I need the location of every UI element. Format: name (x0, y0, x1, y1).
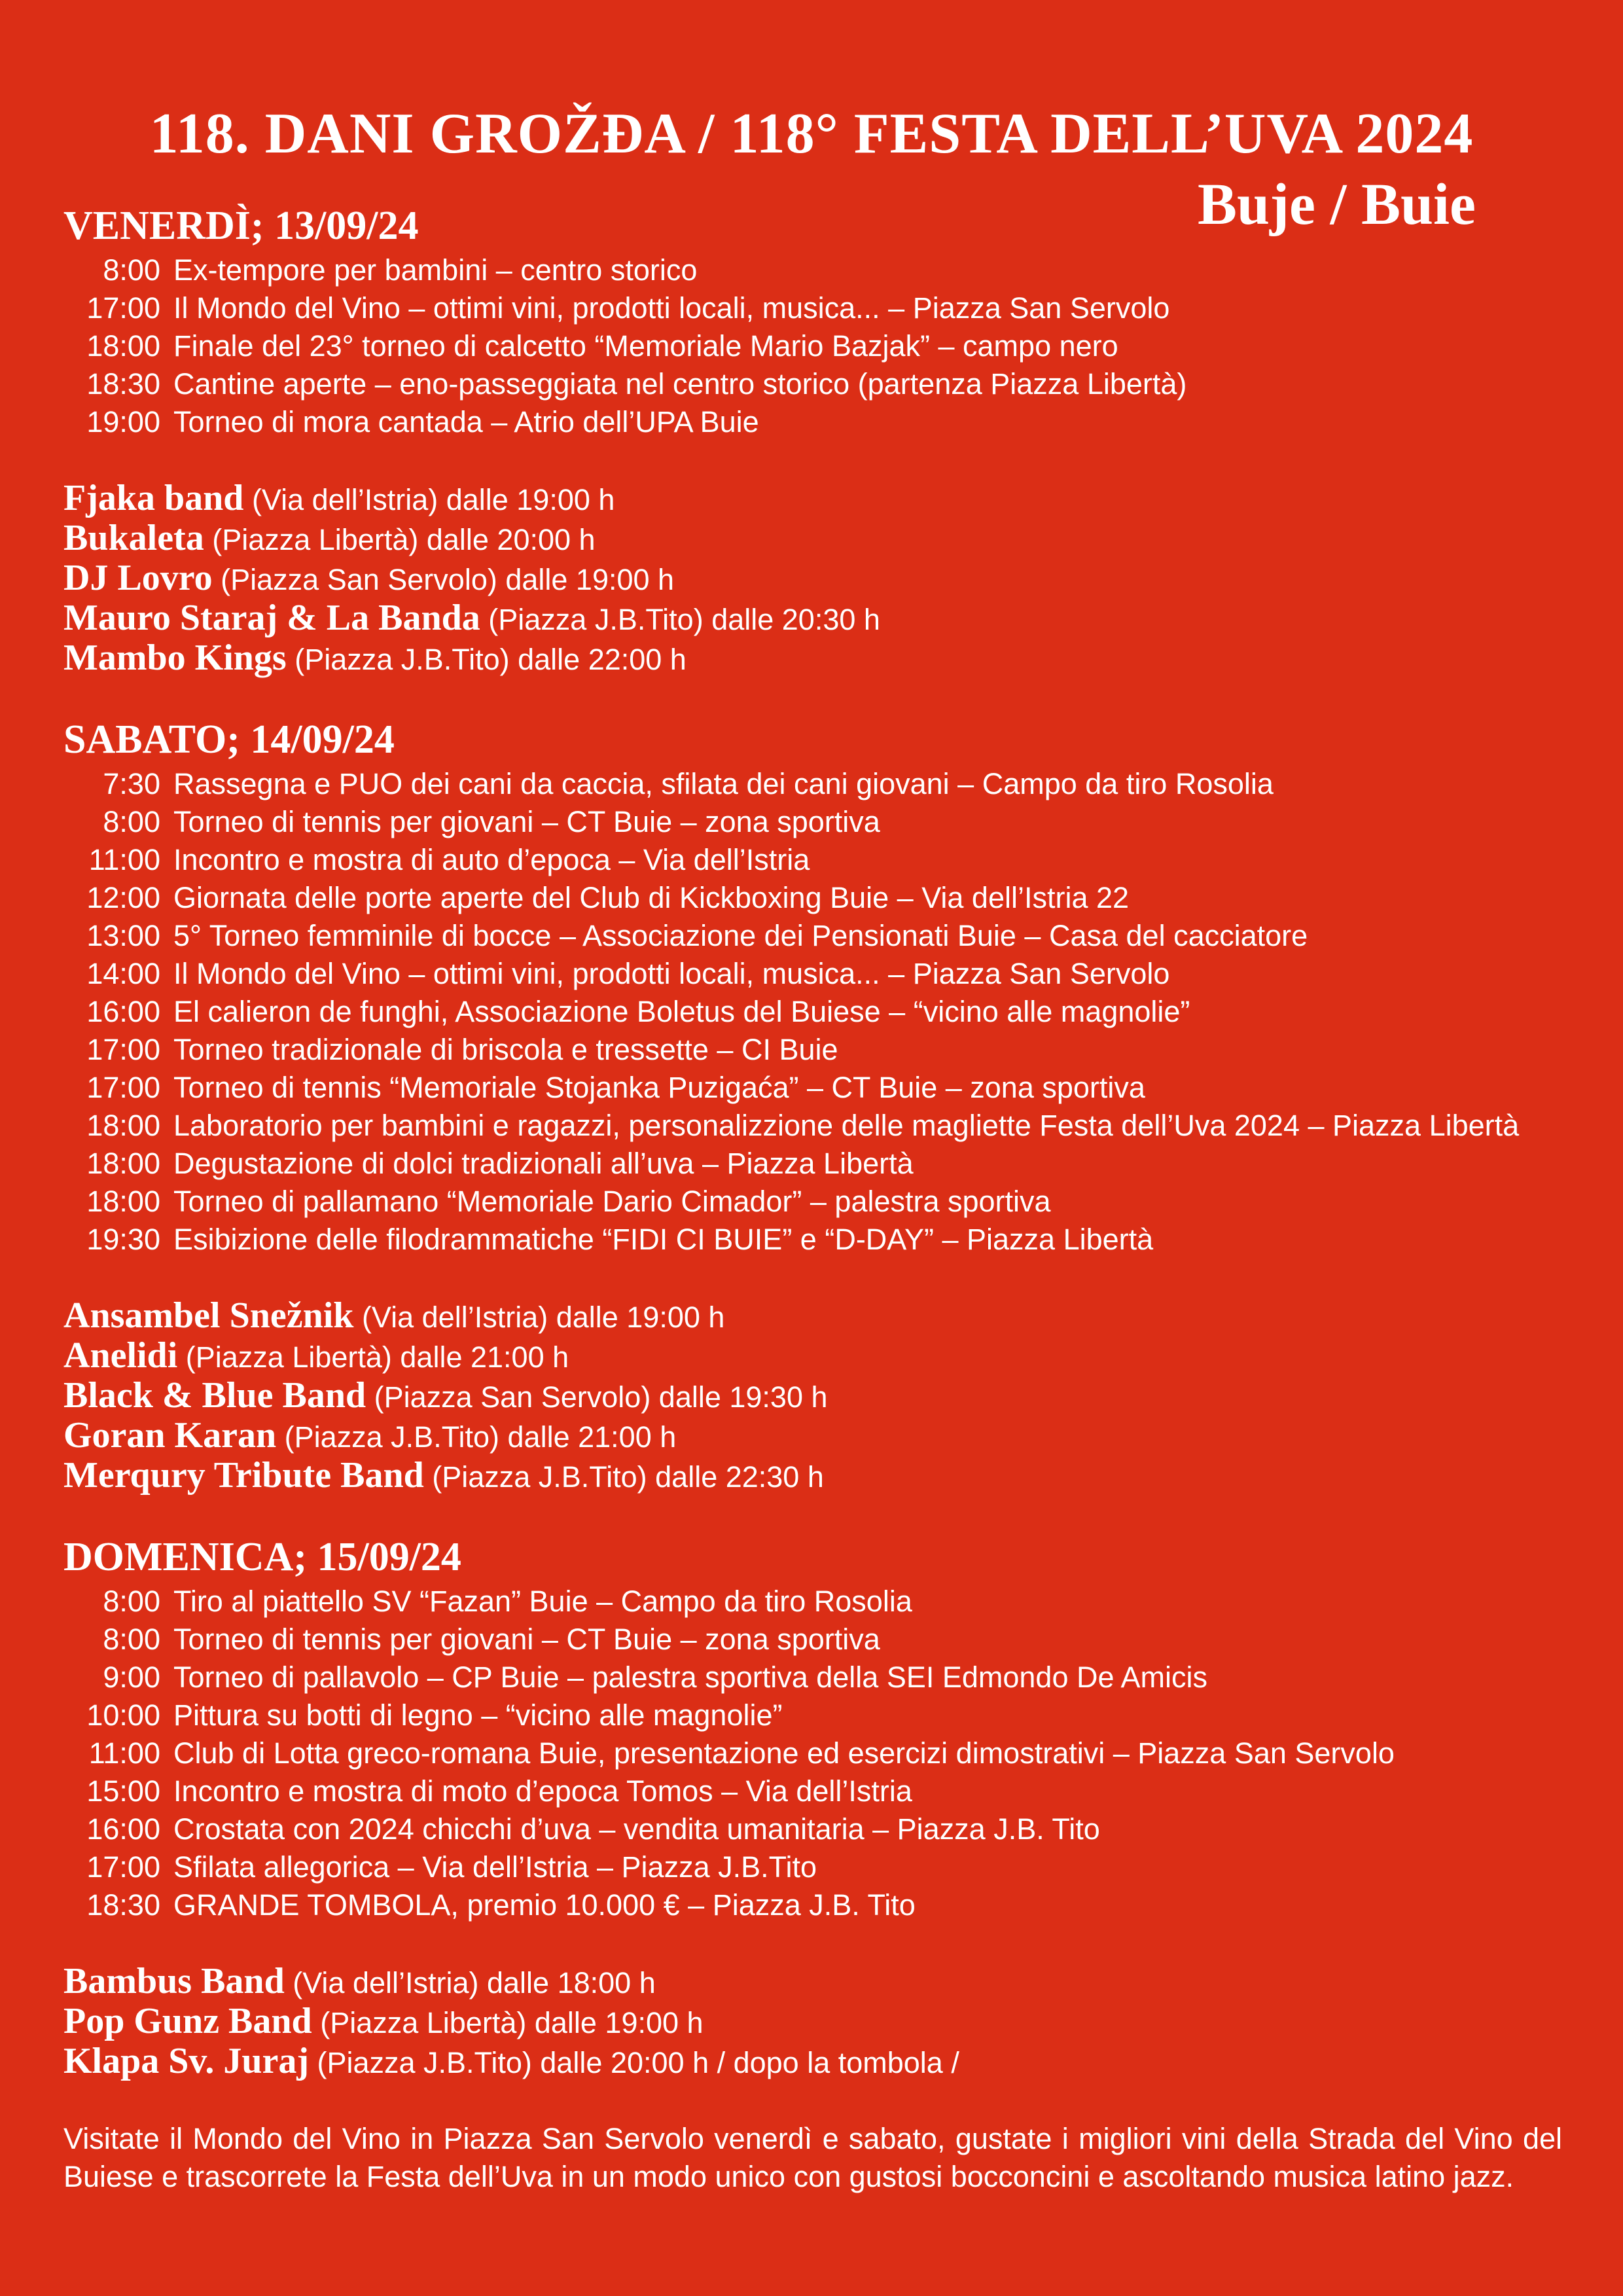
event-row (63, 289, 1569, 327)
event-time: 8:00 (103, 1585, 160, 1618)
event-row (63, 327, 1569, 365)
event-description: Torneo di pallavolo – CP Buie – palestra sportiva della SEI Edmondo De Amicis (173, 1660, 1208, 1694)
band-name: Black & Blue Band (63, 1375, 366, 1416)
band-row (63, 1416, 1569, 1456)
event-description: Incontro e mostra di moto d’epoca Tomos – Via dell’Istria (173, 1774, 912, 1808)
band-name: Mambo Kings (63, 637, 287, 678)
spacer (63, 441, 1569, 479)
event-time: 18:00 (86, 329, 160, 363)
event-description: Torneo di tennis per giovani – CT Buie – zona sportiva (173, 805, 880, 838)
band-row (63, 2042, 1569, 2082)
event-time: 17:00 (86, 1033, 160, 1066)
event-description: Crostata con 2024 chicchi d’uva – vendita umanitaria – Piazza J.B. Tito (173, 1812, 1100, 1846)
event-row (63, 803, 1569, 841)
event-description: Pittura su botti di legno – “vicino alle magnolie” (173, 1698, 783, 1732)
event-time: 11:00 (88, 843, 160, 876)
event-row (63, 1069, 1569, 1107)
band-name: Bukaleta (63, 518, 204, 558)
band-info: (Piazza J.B.Tito) dalle 22:30 h (423, 1460, 824, 1494)
event-description: Il Mondo del Vino – ottimi vini, prodotti locali, musica... – Piazza San Servolo (173, 291, 1170, 325)
event-row (63, 1183, 1569, 1221)
event-time: 19:30 (86, 1223, 160, 1256)
event-time: 7:30 (103, 767, 160, 800)
band-row (63, 1456, 1569, 1496)
band-row (63, 639, 1569, 679)
page-subtitle: Buje / Buie (1197, 172, 1476, 237)
event-time: 18:00 (86, 1147, 160, 1180)
event-row (63, 1107, 1569, 1145)
event-description: Torneo di pallamano “Memoriale Dario Cimador” – palestra sportiva (173, 1185, 1051, 1218)
event-description: Rassegna e PUO dei cani da caccia, sfilata dei cani giovani – Campo da tiro Rosolia (173, 767, 1274, 800)
band-info: (Piazza J.B.Tito) dalle 20:00 h / dopo la tombola / (308, 2046, 959, 2079)
band-info: (Piazza San Servolo) dalle 19:00 h (212, 563, 675, 596)
band-row (63, 479, 1569, 519)
event-time: 9:00 (103, 1660, 160, 1694)
event-row (63, 1583, 1569, 1621)
event-time: 12:00 (86, 881, 160, 914)
spacer (63, 1496, 1569, 1534)
band-row (63, 1376, 1569, 1416)
event-description: Esibizione delle filodrammatiche “FIDI CI BUIE” e “D-DAY” – Piazza Libertà (173, 1223, 1154, 1256)
event-description: Cantine aperte – eno-passeggiata nel centro storico (partenza Piazza Libertà) (173, 367, 1187, 401)
band-info: (Piazza Libertà) dalle 21:00 h (177, 1340, 569, 1374)
band-info: (Via dell’Istria) dalle 18:00 h (284, 1966, 656, 2000)
event-time: 10:00 (86, 1698, 160, 1732)
day-section (63, 717, 1569, 1534)
band-row (63, 599, 1569, 639)
band-row (63, 559, 1569, 599)
event-row (63, 1145, 1569, 1183)
band-name: Ansambel Snežnik (63, 1295, 354, 1336)
band-info: (Via dell’Istria) dalle 19:00 h (353, 1300, 725, 1334)
event-description: Torneo di tennis per giovani – CT Buie – zona sportiva (173, 1623, 880, 1656)
event-description: Giornata delle porte aperte del Club di Kickboxing Buie – Via dell’Istria 22 (173, 881, 1130, 914)
event-row (63, 1031, 1569, 1069)
event-row (63, 1772, 1569, 1810)
event-time: 13:00 (86, 919, 160, 952)
band-name: Mauro Staraj & La Banda (63, 598, 480, 638)
event-row (63, 1886, 1569, 1924)
band-row (63, 1297, 1569, 1336)
event-row (63, 365, 1569, 403)
band-name: Klapa Sv. Juraj (63, 2041, 309, 2081)
page-title: 118. DANI GROŽĐA / 118° FESTA DELL’UVA 2024 (149, 102, 1474, 166)
event-description: El calieron de funghi, Associazione Boletus del Buiese – “vicino alle magnolie” (173, 995, 1190, 1028)
band-name: Goran Karan (63, 1415, 277, 1456)
event-time: 16:00 (86, 1812, 160, 1846)
event-row (63, 879, 1569, 917)
event-row (63, 955, 1569, 993)
event-row (63, 917, 1569, 955)
event-time: 19:00 (86, 405, 160, 439)
event-row (63, 841, 1569, 879)
event-time: 8:00 (103, 1623, 160, 1656)
band-name: Fjaka band (63, 478, 244, 518)
event-time: 14:00 (86, 957, 160, 990)
band-info: (Piazza J.B.Tito) dalle 20:30 h (480, 603, 880, 636)
event-description: Finale del 23° torneo di calcetto “Memoriale Mario Bazjak” – campo nero (173, 329, 1118, 363)
band-info: (Piazza Libertà) dalle 20:00 h (204, 523, 596, 556)
footer-text: Visitate il Mondo del Vino in Piazza San Servolo venerdì e sabato, gustate i migliori vini della Strada del Vino del Buiese e trascorrete la Festa dell’Uva in un modo unico con gustosi bocconcini e ascoltando musica latino jazz. (63, 2122, 1562, 2193)
event-time: 8:00 (103, 253, 160, 287)
event-description: Torneo tradizionale di briscola e tressette – CI Buie (173, 1033, 838, 1066)
event-time: 8:00 (103, 805, 160, 838)
band-info: (Via dell’Istria) dalle 19:00 h (243, 483, 615, 516)
day-section (63, 203, 1569, 717)
event-time: 18:00 (86, 1185, 160, 1218)
event-row (63, 1848, 1569, 1886)
event-row (63, 765, 1569, 803)
band-row (63, 2002, 1569, 2042)
event-row (63, 251, 1569, 289)
day-section (63, 1534, 1569, 2082)
event-description: Sfilata allegorica – Via dell’Istria – Piazza J.B.Tito (173, 1850, 817, 1884)
event-row (63, 1810, 1569, 1848)
day-title: DOMENICA; 15/09/24 (63, 1535, 461, 1579)
event-description: Ex-tempore per bambini – centro storico (173, 253, 698, 287)
band-info: (Piazza San Servolo) dalle 19:30 h (366, 1380, 828, 1414)
event-time: 11:00 (88, 1736, 160, 1770)
event-time: 17:00 (86, 1071, 160, 1104)
event-description: Il Mondo del Vino – ottimi vini, prodotti locali, musica... – Piazza San Servolo (173, 957, 1170, 990)
day-title: SABATO; 14/09/24 (63, 717, 395, 762)
band-name: Pop Gunz Band (63, 2001, 312, 2041)
band-info: (Piazza Libertà) dalle 19:00 h (312, 2006, 704, 2039)
spacer (63, 1259, 1569, 1297)
band-row (63, 1962, 1569, 2002)
band-name: Merqury Tribute Band (63, 1455, 424, 1496)
event-row (63, 1696, 1569, 1734)
event-time: 18:30 (86, 367, 160, 401)
band-name: DJ Lovro (63, 558, 213, 598)
event-description: Torneo di tennis “Memoriale Stojanka Puzigaća” – CT Buie – zona sportiva (173, 1071, 1145, 1104)
event-description: Incontro e mostra di auto d’epoca – Via dell’Istria (173, 843, 810, 876)
band-info: (Piazza J.B.Tito) dalle 21:00 h (276, 1420, 677, 1454)
event-time: 18:00 (86, 1109, 160, 1142)
band-name: Bambus Band (63, 1961, 285, 2001)
event-description: Torneo di mora cantada – Atrio dell’UPA Buie (173, 405, 759, 439)
band-name: Anelidi (63, 1335, 178, 1376)
event-description: Tiro al piattello SV “Fazan” Buie – Campo da tiro Rosolia (173, 1585, 912, 1618)
event-description: 5° Torneo femminile di bocce – Associazione dei Pensionati Buie – Casa del cacciatore (173, 919, 1308, 952)
band-row (63, 1336, 1569, 1376)
event-time: 17:00 (86, 291, 160, 325)
program-content (63, 203, 1569, 2196)
event-time: 15:00 (86, 1774, 160, 1808)
event-row (63, 403, 1569, 441)
event-row (63, 993, 1569, 1031)
event-time: 18:30 (86, 1888, 160, 1922)
event-row (63, 1659, 1569, 1696)
event-time: 16:00 (86, 995, 160, 1028)
event-description: Laboratorio per bambini e ragazzi, personalizzione delle magliette Festa dell’Uva 2024 – Piazza Libertà (173, 1109, 1520, 1142)
event-description: Degustazione di dolci tradizionali all’uva – Piazza Libertà (173, 1147, 914, 1180)
event-time: 17:00 (86, 1850, 160, 1884)
spacer (63, 1924, 1569, 1962)
day-title: VENERDÌ; 13/09/24 (63, 204, 419, 248)
band-info: (Piazza J.B.Tito) dalle 22:00 h (286, 643, 687, 676)
event-row (63, 1621, 1569, 1659)
event-row (63, 1221, 1569, 1259)
band-row (63, 519, 1569, 559)
event-description: Club di Lotta greco-romana Buie, presentazione ed esercizi dimostrativi – Piazza San Servolo (173, 1736, 1395, 1770)
event-row (63, 1734, 1569, 1772)
event-description: GRANDE TOMBOLA, premio 10.000 € – Piazza J.B. Tito (173, 1888, 916, 1922)
spacer (63, 679, 1569, 717)
